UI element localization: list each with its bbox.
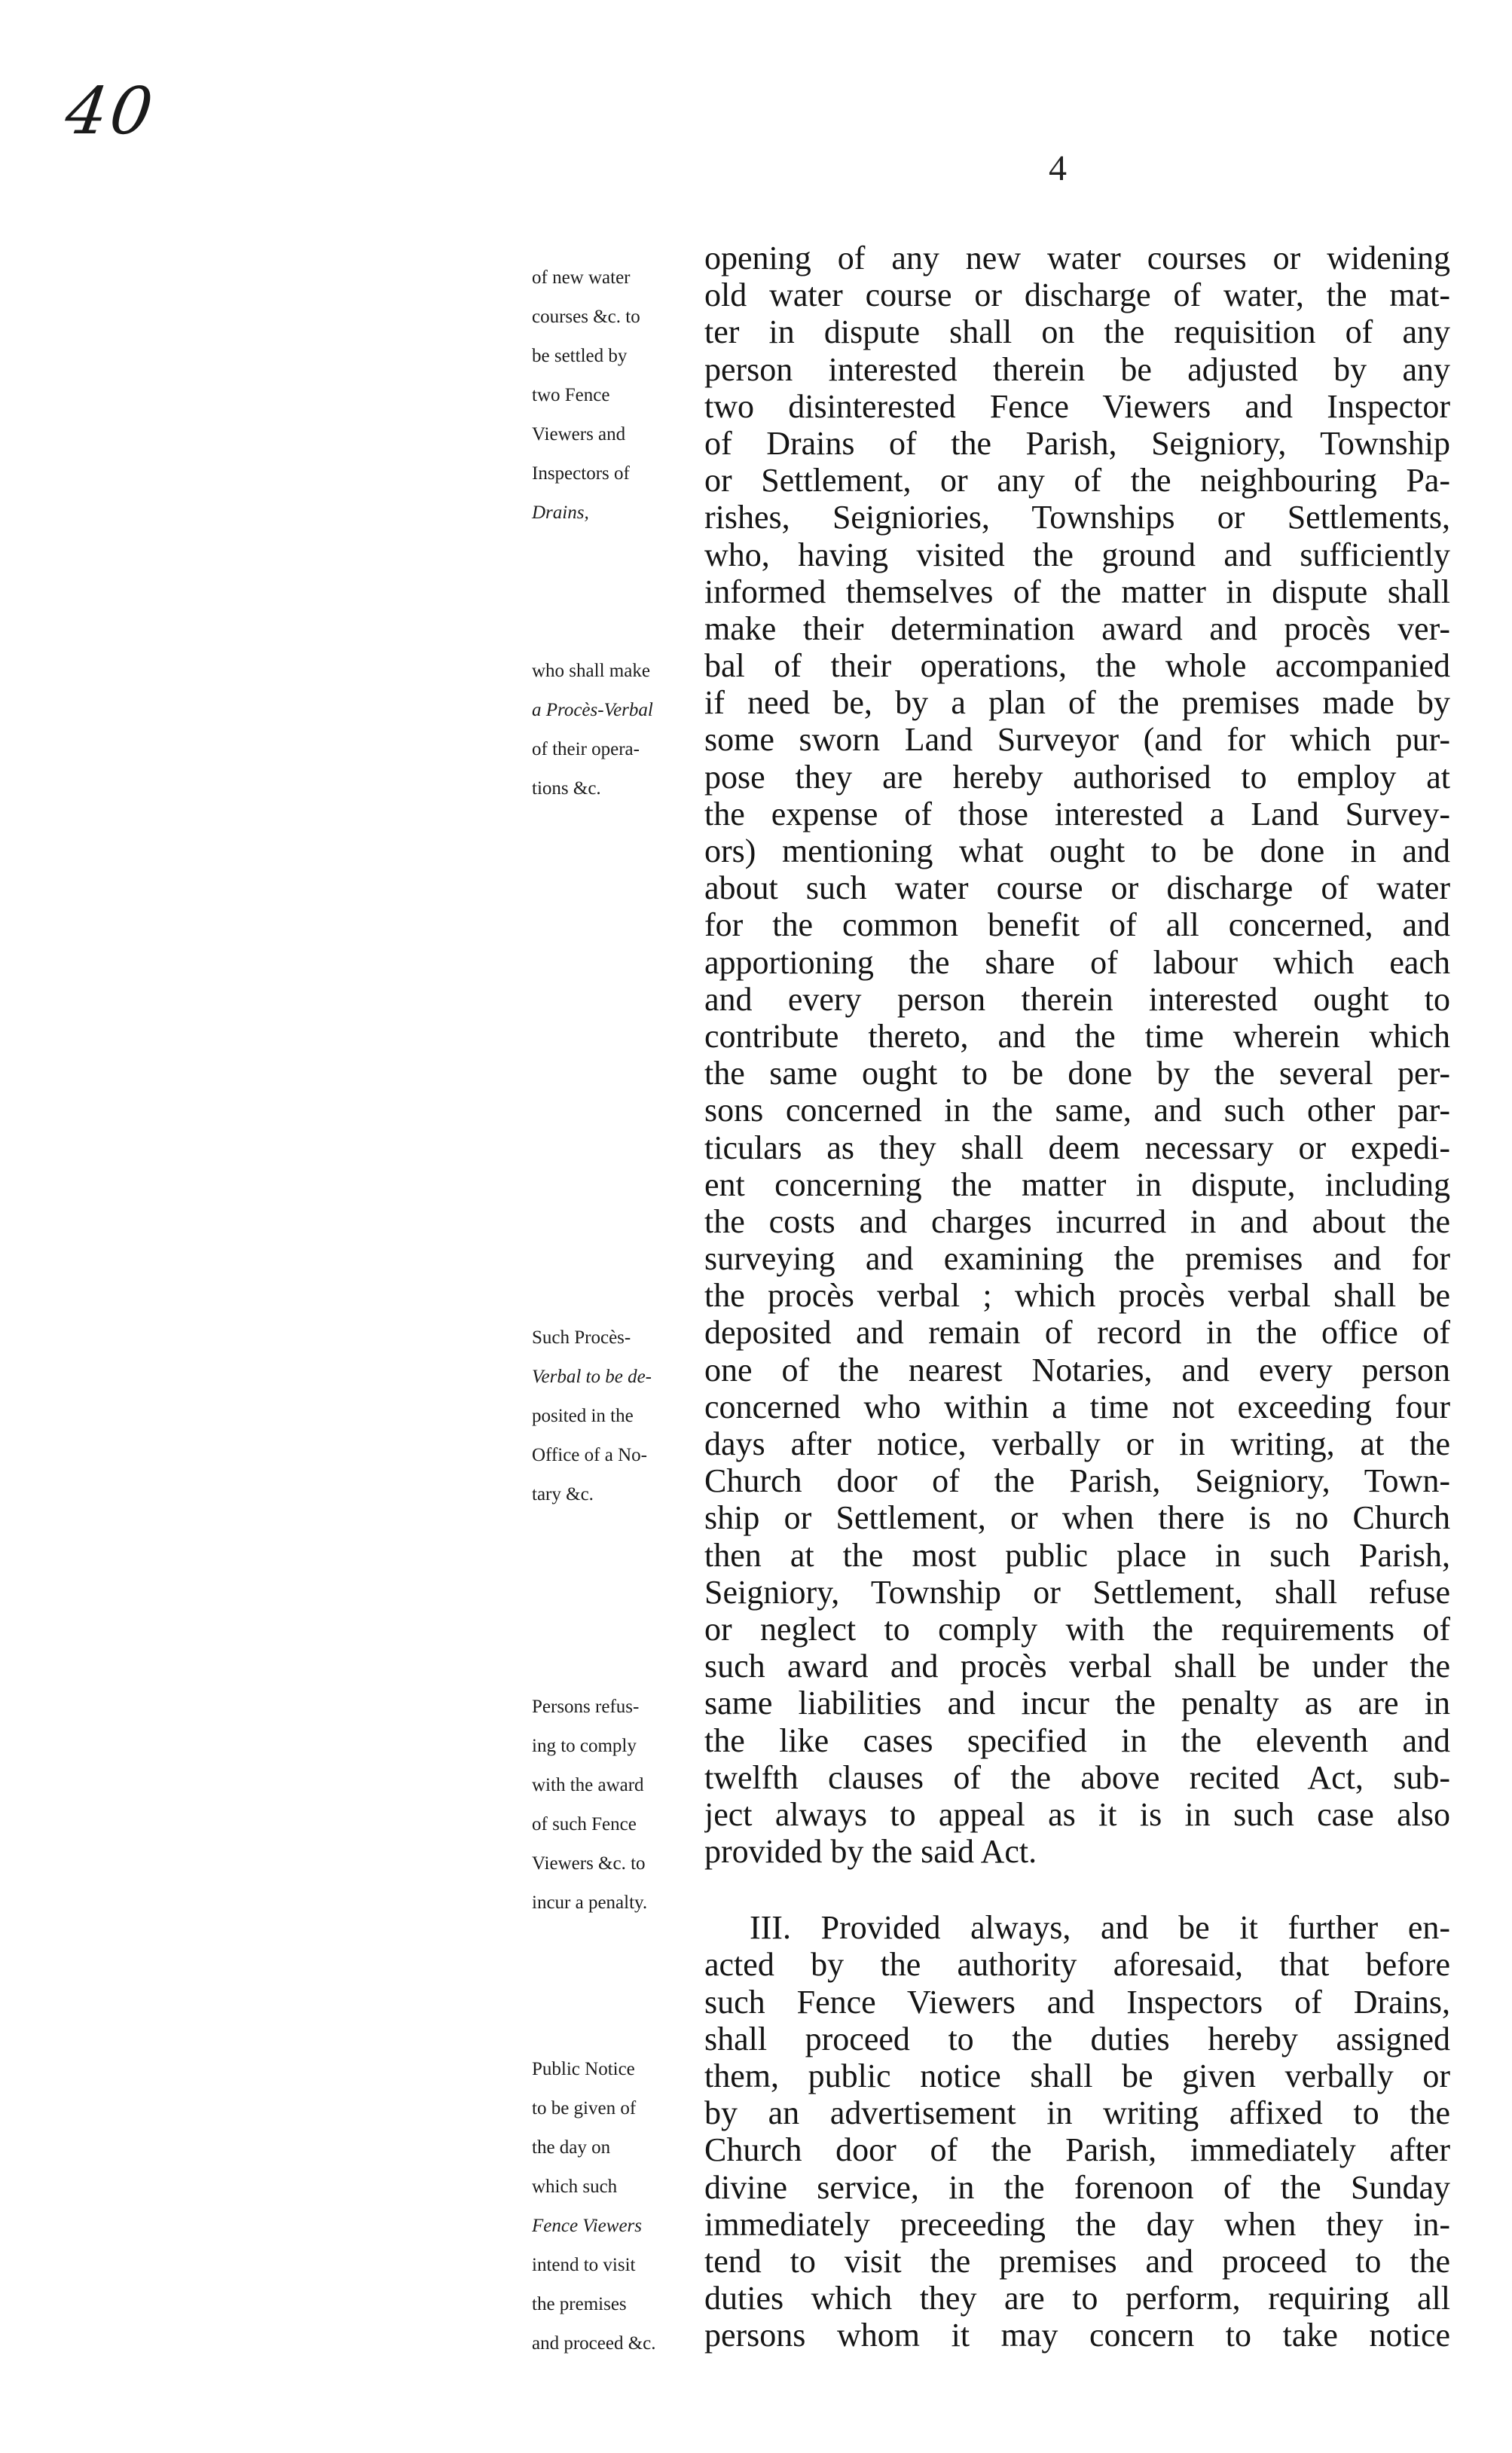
margin-note-line: Verbal to be de- bbox=[532, 1367, 652, 1387]
margin-note-line: the day on bbox=[532, 2137, 611, 2158]
text-line: one of the nearest Notaries, and every person bbox=[704, 1351, 1450, 1388]
text-line: some sworn Land Surveyor (and for which pur- bbox=[704, 721, 1450, 759]
text-line: who, having visited the ground and sufficiently bbox=[704, 536, 1450, 573]
margin-note-line: Public Notice bbox=[532, 2059, 635, 2079]
text-line: old water course or discharge of water, the mat- bbox=[704, 276, 1450, 314]
margin-note-proces-verbal bbox=[532, 642, 683, 799]
margin-note-line: with the award bbox=[532, 1775, 644, 1795]
margin-note-line: Such Procès- bbox=[532, 1327, 631, 1348]
margin-note-line: ing to comply bbox=[532, 1736, 637, 1756]
text-line: pose they are hereby authorised to employ at bbox=[704, 758, 1450, 796]
text-line: tend to visit the premises and proceed to the bbox=[704, 2242, 1450, 2280]
text-line: ter in dispute shall on the requisition of any bbox=[704, 313, 1450, 351]
margin-note-line: to be given of bbox=[532, 2098, 637, 2118]
margin-note-line: two Fence bbox=[532, 385, 610, 405]
text-line: concerned who within a time not exceeding four bbox=[704, 1388, 1450, 1425]
text-line: ticulars as they shall deem necessary or expedi- bbox=[704, 1129, 1450, 1166]
text-line: informed themselves of the matter in dispute shall bbox=[704, 573, 1450, 610]
text-line: if need be, by a plan of the premises made by bbox=[704, 684, 1450, 722]
margin-note-fence-viewers bbox=[532, 249, 683, 523]
text-line: then at the most public place in such Parish, bbox=[704, 1536, 1450, 1574]
handwritten-folio-number: 40 bbox=[60, 74, 160, 149]
text-line: for the common benefit of all concerned, and bbox=[704, 906, 1450, 944]
text-line: such award and procès verbal shall be under the bbox=[704, 1648, 1450, 1685]
margin-note-line: courses &c. to bbox=[532, 307, 640, 327]
text-line: contribute thereto, and the time wherein which bbox=[704, 1017, 1450, 1055]
margin-note-line: who shall make bbox=[532, 661, 650, 681]
text-line: such Fence Viewers and Inspectors of Drains, bbox=[704, 1983, 1450, 2021]
margin-note-line: Persons refus- bbox=[532, 1697, 640, 1717]
text-line: or Settlement, or any of the neighbouring Pa- bbox=[704, 462, 1450, 499]
margin-note-line: Viewers &c. to bbox=[532, 1853, 646, 1874]
text-line: the like cases specified in the eleventh and bbox=[704, 1721, 1450, 1759]
margin-note-line: the premises bbox=[532, 2294, 627, 2314]
text-line: days after notice, verbally or in writing, at the bbox=[704, 1425, 1450, 1462]
text-line: same liabilities and incur the penalty as are in bbox=[704, 1685, 1450, 1722]
text-line: Church door of the Parish, immediately after bbox=[704, 2131, 1450, 2169]
margin-note-line: incur a penalty. bbox=[532, 1892, 648, 1913]
text-line: by an advertisement in writing affixed to the bbox=[704, 2094, 1450, 2132]
text-line: provided by the said Act. bbox=[704, 1833, 1037, 1871]
margin-note-public-notice bbox=[532, 2040, 683, 2354]
text-line: persons whom it may concern to take notice bbox=[704, 2317, 1450, 2354]
paragraph-continued bbox=[704, 240, 1450, 1870]
text-line: the same ought to be done by the several per- bbox=[704, 1055, 1450, 1092]
text-line: ors) mentioning what ought to be done in and bbox=[704, 832, 1450, 869]
main-text-column bbox=[704, 240, 1450, 2354]
text-line: acted by the authority aforesaid, that before bbox=[704, 1946, 1450, 1984]
text-line: divine service, in the forenoon of the Sunday bbox=[704, 2168, 1450, 2206]
text-line: bal of their operations, the whole accompanied bbox=[704, 647, 1450, 685]
margin-note-line: which such bbox=[532, 2177, 618, 2197]
text-line: make their determination award and procès ver- bbox=[704, 609, 1450, 647]
margin-note-line: tions &c. bbox=[532, 778, 601, 799]
text-line: two disinterested Fence Viewers and Inspector bbox=[704, 387, 1450, 425]
margin-note-line: Office of a No- bbox=[532, 1445, 647, 1465]
text-line: person interested therein be adjusted by any bbox=[704, 350, 1450, 388]
margin-note-penalty bbox=[532, 1678, 683, 1913]
margin-note-line: a Procès-Verbal bbox=[532, 700, 653, 720]
text-line: sons concerned in the same, and such other par- bbox=[704, 1092, 1450, 1129]
text-line: or neglect to comply with the requirements of bbox=[704, 1610, 1450, 1648]
text-line: apportioning the share of labour which each bbox=[704, 943, 1450, 981]
text-line: III. Provided always, and be it further en- bbox=[750, 1909, 1450, 1947]
text-line: surveying and examining the premises and for bbox=[704, 1240, 1450, 1278]
margin-note-deposit bbox=[532, 1309, 683, 1504]
margin-note-line: of their opera- bbox=[532, 739, 640, 759]
text-line: of Drains of the Parish, Seigniory, Township bbox=[704, 424, 1450, 462]
margin-note-line: be settled by bbox=[532, 346, 628, 366]
page-number: 4 bbox=[1049, 148, 1067, 188]
text-line: the procès verbal ; which procès verbal shall be bbox=[704, 1277, 1450, 1315]
text-line: them, public notice shall be given verbally or bbox=[704, 2057, 1450, 2094]
text-line: ship or Settlement, or when there is no Church bbox=[704, 1499, 1450, 1537]
text-line: Seigniory, Township or Settlement, shall refuse bbox=[704, 1573, 1450, 1611]
text-line: the costs and charges incurred in and about the bbox=[704, 1202, 1450, 1240]
margin-note-line: and proceed &c. bbox=[532, 2333, 656, 2354]
text-line: ject always to appeal as it is in such case also bbox=[704, 1795, 1450, 1833]
text-line: shall proceed to the duties hereby assigned bbox=[704, 2020, 1450, 2057]
margin-note-line: Drains, bbox=[532, 503, 589, 523]
paragraph-gap bbox=[704, 1870, 1450, 1909]
margin-note-line: Fence Viewers bbox=[532, 2216, 642, 2236]
margin-note-line: of new water bbox=[532, 267, 631, 288]
margin-note-line: of such Fence bbox=[532, 1814, 637, 1834]
text-line: deposited and remain of record in the office of bbox=[704, 1314, 1450, 1352]
text-line: twelfth clauses of the above recited Act, sub- bbox=[704, 1758, 1450, 1796]
text-line: Church door of the Parish, Seigniory, Town- bbox=[704, 1462, 1450, 1500]
margin-note-line: tary &c. bbox=[532, 1484, 594, 1504]
text-line: and every person therein interested ought to bbox=[704, 980, 1450, 1018]
text-line: the expense of those interested a Land Survey- bbox=[704, 795, 1450, 832]
margin-note-line: Viewers and bbox=[532, 424, 626, 444]
margin-note-line: Inspectors of bbox=[532, 463, 630, 484]
text-line: ent concerning the matter in dispute, including bbox=[704, 1165, 1450, 1203]
text-line: immediately preceeding the day when they in- bbox=[704, 2205, 1450, 2243]
margin-note-line: intend to visit bbox=[532, 2255, 636, 2275]
paragraph-section-iii bbox=[704, 1909, 1450, 2354]
text-line: about such water course or discharge of water bbox=[704, 869, 1450, 907]
text-line: opening of any new water courses or widening bbox=[704, 240, 1450, 276]
text-line: duties which they are to perform, requiring all bbox=[704, 2280, 1450, 2317]
text-line: rishes, Seigniories, Townships or Settlements, bbox=[704, 499, 1450, 536]
margin-note-line: posited in the bbox=[532, 1406, 634, 1426]
